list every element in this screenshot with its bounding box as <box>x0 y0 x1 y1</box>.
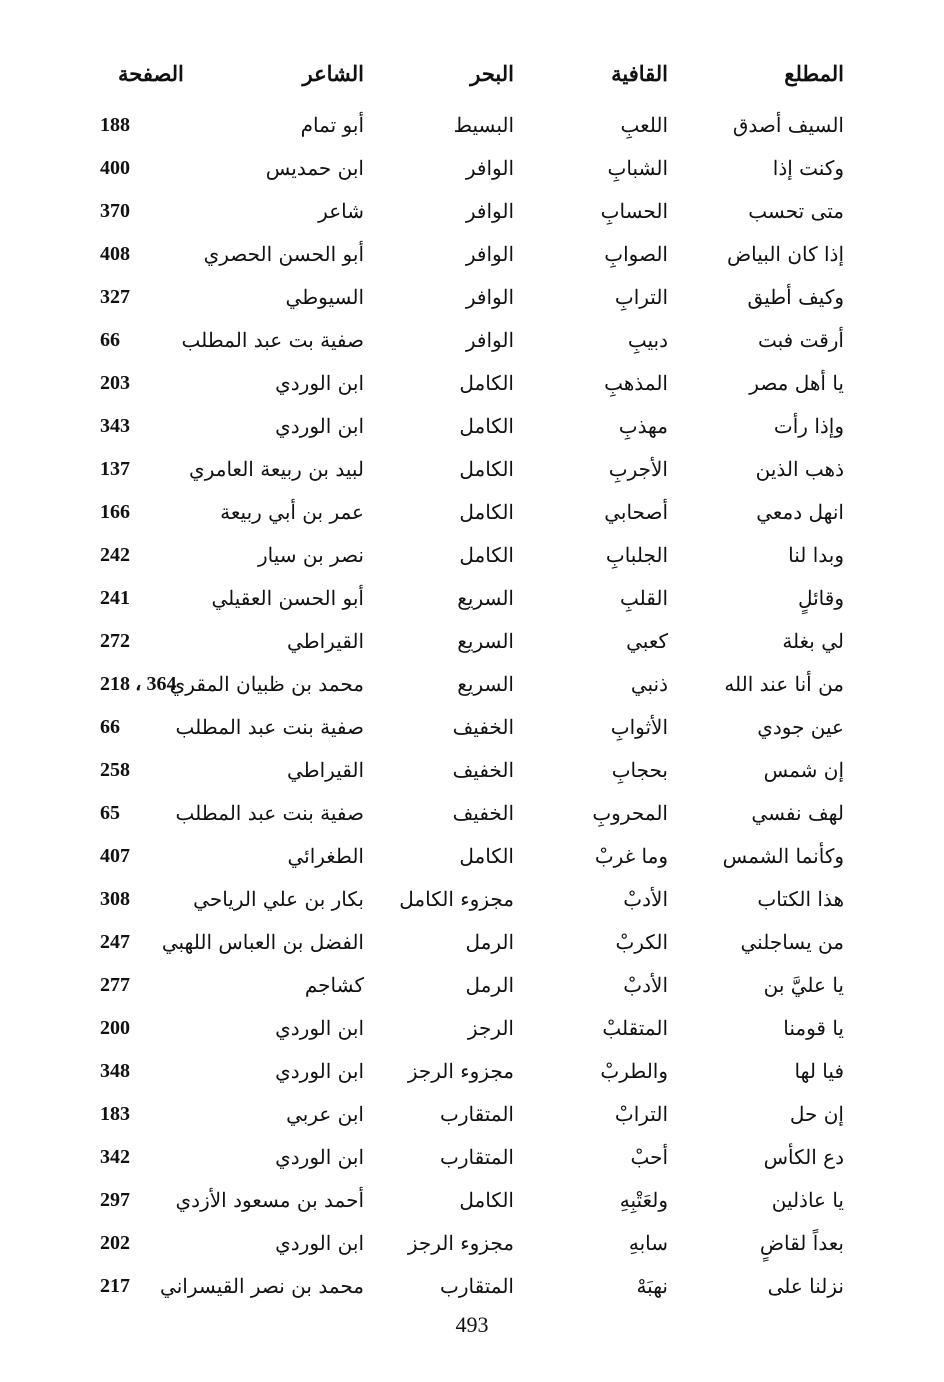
matla-cell: انهل دمعي <box>756 500 844 524</box>
bahr-cell: السريع <box>457 586 514 610</box>
bahr-cell: الكامل <box>459 844 514 868</box>
table-row <box>0 277 944 317</box>
page-ref-cell: 342 <box>100 1146 130 1168</box>
table-row <box>0 1008 944 1048</box>
table-row <box>0 492 944 532</box>
page-ref-cell: 65 <box>100 802 120 824</box>
matla-cell: فيا لها <box>794 1059 844 1083</box>
matla-cell: وقائلٍ <box>797 586 844 610</box>
qafiya-cell: الترابِ <box>614 285 668 309</box>
bahr-cell: الكامل <box>459 457 514 481</box>
shaer-cell: القيراطي <box>287 629 364 653</box>
page-ref-cell: 242 <box>100 544 130 566</box>
shaer-cell: صفية بنت عبد المطلب <box>175 715 364 739</box>
bahr-cell: المتقارب <box>440 1102 514 1126</box>
shaer-cell: ابن الوردي <box>275 371 364 395</box>
bahr-cell: الوافر <box>465 199 514 223</box>
header-qafiya: القافية <box>611 61 668 86</box>
bahr-cell: السريع <box>457 629 514 653</box>
table-row <box>0 836 944 876</box>
matla-cell: عين جودي <box>757 715 844 739</box>
table-row <box>0 1137 944 1177</box>
table-row <box>0 965 944 1005</box>
qafiya-cell: القلبِ <box>619 586 668 610</box>
bahr-cell: الكامل <box>459 414 514 438</box>
qafiya-cell: مهذبِ <box>618 414 668 438</box>
matla-cell: يا عاذلين <box>771 1188 844 1212</box>
shaer-cell: عمر بن أبي ربيعة <box>220 500 364 524</box>
shaer-cell: ابن الوردي <box>275 1145 364 1169</box>
matla-cell: وكيف أطيق <box>747 285 844 309</box>
qafiya-cell: الأثوابِ <box>610 715 668 739</box>
bahr-cell: مجزوء الرجز <box>407 1059 514 1083</box>
page-ref-cell: 188 <box>100 114 130 136</box>
shaer-cell: لبيد بن ربيعة العامري <box>189 457 364 481</box>
table-row <box>0 879 944 919</box>
qafiya-cell: الصوابِ <box>604 242 668 266</box>
shaer-cell: محمد بن ظبيان المقري <box>169 672 364 696</box>
page-ref-cell: 66 <box>100 329 120 351</box>
bahr-cell: المتقارب <box>440 1145 514 1169</box>
qafiya-cell: الأدبْ <box>623 973 668 997</box>
qafiya-cell: نهبَهْ <box>636 1274 668 1298</box>
page-ref-cell: 408 <box>100 243 130 265</box>
qafiya-cell: الحسابِ <box>600 199 668 223</box>
bahr-cell: الكامل <box>459 543 514 567</box>
qafiya-cell: والطربْ <box>600 1059 668 1083</box>
matla-cell: إذا كان البياض <box>726 242 844 266</box>
header-matla: المطلع <box>784 61 844 86</box>
shaer-cell: القيراطي <box>287 758 364 782</box>
table-row <box>0 578 944 618</box>
matla-cell: وكأنما الشمس <box>722 844 844 868</box>
bahr-cell: الخفيف <box>452 758 514 782</box>
page-ref-cell: 327 <box>100 286 130 308</box>
page-ref-cell: 217 <box>100 1275 130 1297</box>
table-row <box>0 793 944 833</box>
matla-cell: أرقت فبت <box>757 328 844 352</box>
matla-cell: إن شمس <box>763 758 844 782</box>
shaer-cell: ابن الوردي <box>275 1016 364 1040</box>
page-ref-cell: 66 <box>100 716 120 738</box>
bahr-cell: السريع <box>457 672 514 696</box>
matla-cell: نزلنا على <box>767 1274 844 1298</box>
page-ref-cell: 308 <box>100 888 130 910</box>
table-row <box>0 363 944 403</box>
table-row <box>0 105 944 145</box>
qafiya-cell: المحروبِ <box>592 801 668 825</box>
table-row <box>0 191 944 231</box>
table-row <box>0 1051 944 1091</box>
page-number: 493 <box>455 1312 489 1337</box>
qafiya-cell: الشبابِ <box>607 156 668 180</box>
bahr-cell: البسيط <box>453 113 514 137</box>
bahr-cell: الخفيف <box>452 801 514 825</box>
table-row <box>0 449 944 489</box>
shaer-cell: أبو الحسن الحصري <box>203 242 364 266</box>
shaer-cell: صفية بت عبد المطلب <box>181 328 364 352</box>
shaer-cell: الفضل بن العباس اللهبي <box>161 930 364 954</box>
shaer-cell: نصر بن سيار <box>258 543 364 567</box>
qafiya-cell: الترابْ <box>614 1102 668 1126</box>
shaer-cell: ابن حمديس <box>265 156 364 180</box>
page-ref-cell: 348 <box>100 1060 130 1082</box>
matla-cell: يا قومنا <box>783 1016 844 1040</box>
qafiya-cell: أحبْ <box>630 1145 668 1169</box>
bahr-cell: الوافر <box>465 156 514 180</box>
qafiya-cell: الكربْ <box>615 930 668 954</box>
matla-cell: من أنا عند الله <box>724 672 844 696</box>
bahr-cell: مجزوء الكامل <box>399 887 514 911</box>
bahr-cell: الرمل <box>465 973 514 997</box>
shaer-cell: ابن عربي <box>286 1102 364 1126</box>
shaer-cell: صفية بنت عبد المطلب <box>175 801 364 825</box>
bahr-cell: مجزوء الرجز <box>407 1231 514 1255</box>
bahr-cell: الرجز <box>467 1016 514 1040</box>
matla-cell: السيف أصدق <box>732 113 844 137</box>
page-ref-cell: 183 <box>100 1103 130 1125</box>
matla-cell: لي بغلة <box>782 629 844 653</box>
bahr-cell: الوافر <box>465 328 514 352</box>
matla-cell: وبدا لنا <box>788 543 844 567</box>
header-shaer: الشاعر <box>302 61 364 86</box>
page-ref-cell: 370 <box>100 200 130 222</box>
shaer-cell: محمد بن نصر القيسراني <box>160 1274 364 1298</box>
shaer-cell: ابن الوردي <box>275 1231 364 1255</box>
page-ref-cell: 258 <box>100 759 130 781</box>
page-ref-cell: 400 <box>100 157 130 179</box>
qafiya-cell: بحجابِ <box>611 758 668 782</box>
page-ref-cell: 247 <box>100 931 130 953</box>
page-ref-cell: 343 <box>100 415 130 437</box>
matla-cell: يا أهل مصر <box>749 371 844 395</box>
table-row <box>0 535 944 575</box>
matla-cell: هذا الكتاب <box>757 887 844 911</box>
qafiya-cell: الأدبْ <box>623 887 668 911</box>
table-row <box>0 664 944 704</box>
shaer-cell: شاعر <box>318 199 364 223</box>
page-ref-cell: 277 <box>100 974 130 996</box>
table-row <box>0 1223 944 1263</box>
bahr-cell: الخفيف <box>452 715 514 739</box>
qafiya-cell: وما غربْ <box>594 844 668 868</box>
shaer-cell: أبو الحسن العقيلي <box>211 586 364 610</box>
table-row <box>0 234 944 274</box>
qafiya-cell: سابهِ <box>628 1231 668 1255</box>
shaer-cell: أحمد بن مسعود الأزدي <box>175 1188 364 1212</box>
table-row <box>0 148 944 188</box>
table-row <box>0 1266 944 1306</box>
qafiya-cell: الجلبابِ <box>605 543 668 567</box>
shaer-cell: ابن الوردي <box>275 414 364 438</box>
table-row <box>0 406 944 446</box>
table-row <box>0 1094 944 1134</box>
page-ref-cell: 272 <box>100 630 130 652</box>
bahr-cell: الوافر <box>465 285 514 309</box>
matla-cell: إن حل <box>789 1102 844 1126</box>
shaer-cell: بكار بن علي الرياحي <box>193 887 364 911</box>
page-ref-cell: 203 <box>100 372 130 394</box>
shaer-cell: ابن الوردي <box>275 1059 364 1083</box>
bahr-cell: الكامل <box>459 371 514 395</box>
matla-cell: وكنت إذا <box>772 156 844 180</box>
shaer-cell: أبو تمام <box>300 113 364 137</box>
page-ref-cell: 166 <box>100 501 130 523</box>
page-ref-cell: 137 <box>100 458 130 480</box>
shaer-cell: كشاجم <box>304 973 364 997</box>
page-ref-cell: 200 <box>100 1017 130 1039</box>
shaer-cell: الطغرائي <box>287 844 364 868</box>
qafiya-cell: أصحابي <box>604 500 668 524</box>
qafiya-cell: اللعبِ <box>620 113 668 137</box>
qafiya-cell: دبيبِ <box>627 328 668 352</box>
qafiya-cell: الأجربِ <box>608 457 668 481</box>
bahr-cell: الوافر <box>465 242 514 266</box>
bahr-cell: الكامل <box>459 500 514 524</box>
page-ref-cell: 241 <box>100 587 130 609</box>
bahr-cell: الرمل <box>465 930 514 954</box>
qafiya-cell: ذنبي <box>630 672 668 696</box>
table-row <box>0 1180 944 1220</box>
table-row <box>0 320 944 360</box>
page-ref-cell: 297 <box>100 1189 130 1211</box>
matla-cell: دع الكأس <box>763 1145 844 1169</box>
table-header <box>0 54 944 94</box>
page-ref-cell: 202 <box>100 1232 130 1254</box>
page-ref-cell: 218 ، 364 <box>100 673 177 695</box>
matla-cell: ذهب الذين <box>755 457 844 481</box>
shaer-cell: السيوطي <box>285 285 364 309</box>
header-page: الصفحة <box>118 61 184 86</box>
bahr-cell: المتقارب <box>440 1274 514 1298</box>
table-row <box>0 922 944 962</box>
matla-cell: متى تحسب <box>748 199 844 223</box>
bahr-cell: الكامل <box>459 1188 514 1212</box>
qafiya-cell: المذهبِ <box>604 371 668 395</box>
matla-cell: من يساجلني <box>740 930 844 954</box>
header-bahr: البحر <box>470 61 514 86</box>
table-row <box>0 750 944 790</box>
qafiya-cell: ولعَتْبِهِ <box>619 1188 668 1212</box>
matla-cell: بعداً لقاضٍ <box>759 1231 844 1255</box>
matla-cell: لهف نفسي <box>751 801 844 825</box>
table-row <box>0 707 944 747</box>
qafiya-cell: كعبي <box>626 629 668 653</box>
matla-cell: يا عليَّ بن <box>763 973 844 997</box>
table-row <box>0 621 944 661</box>
page-ref-cell: 407 <box>100 845 130 867</box>
matla-cell: وإذا رأت <box>773 414 844 438</box>
qafiya-cell: المتقلبْ <box>602 1016 668 1040</box>
